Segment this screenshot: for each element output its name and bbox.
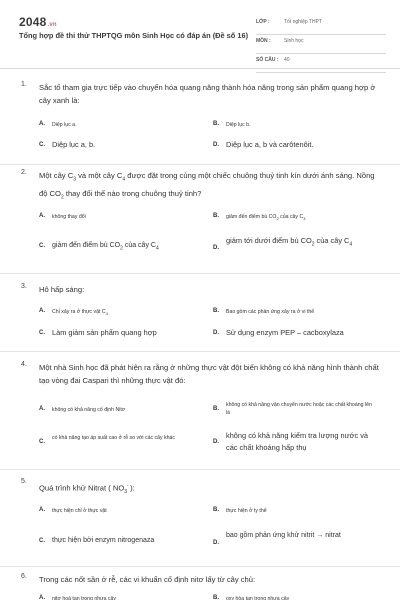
- option-text: thực hiện ở ty thể: [226, 508, 267, 514]
- option-text: Chỉ xảy ra ở thực vật $C_4$: [52, 309, 108, 317]
- option-letter: C.: [39, 142, 45, 148]
- option-text: giảm đến điểm bù $CO_2$ của cây $C_3$: [226, 214, 306, 222]
- question-number: 6.: [21, 573, 27, 580]
- option-letter: C.: [39, 538, 45, 544]
- question-6: [0, 573, 400, 600]
- question-1: [0, 81, 400, 171]
- option-letter: A.: [39, 595, 45, 600]
- option-letter: D.: [213, 540, 219, 546]
- option-letter: D.: [213, 330, 219, 336]
- question-4: [0, 361, 400, 471]
- question-text: Hô hấp sáng:: [39, 285, 85, 294]
- meta-count-key: SỐ CÂU :: [256, 57, 279, 63]
- option-text: có khả năng tạo áp suất cao ở rễ so với các cây khác: [52, 435, 176, 441]
- option-text: bao gồm phản ứng khử nitrit → nitrat: [226, 532, 341, 539]
- option-text: Diệp lục a, b và carôtenôit.: [226, 140, 314, 149]
- site-logo[interactable]: [19, 15, 57, 29]
- option-letter: B.: [213, 121, 219, 127]
- question-divider: [0, 566, 400, 567]
- meta-class-key: LỚP :: [256, 19, 270, 25]
- option-text: Làm giảm sản phẩm quang hợp: [52, 328, 157, 337]
- option-letter: B.: [213, 308, 219, 314]
- option-text: không có khả năng kiểm tra lượng nước và các chất khoáng hấp thụ: [226, 431, 369, 452]
- question-divider: [0, 273, 400, 274]
- option-text: nitơ hoà tan trong nhựa cây: [52, 596, 116, 600]
- question-number: 5.: [21, 478, 27, 485]
- option-text: Diệp lục b.: [226, 122, 251, 128]
- meta-class: [256, 16, 386, 35]
- option-letter: B.: [213, 406, 219, 412]
- exam-meta: [256, 16, 386, 73]
- question-number: 4.: [21, 361, 27, 368]
- option-text: Diệp lục a.: [52, 122, 77, 128]
- question-number: 3.: [21, 283, 27, 290]
- question-divider: [0, 469, 400, 470]
- question-text: Một cây $C_3$ và một cây $C_4$ được đặt trong cùng một chiếc chuông thuỷ tinh kín dưới ánh sáng. Nồng độ $CO_2$ thay đổi thế nào trong chuông thuỷ tinh?: [39, 171, 375, 201]
- question-text: Một nhà Sinh học đã phát hiện ra rằng ở những thực vật đột biến không có khả năng hình thành chất tạo vòng đai Caspari thì những thực vật đó:: [39, 363, 379, 385]
- question-5: [0, 478, 400, 568]
- option-text: giảm đến điểm bù $CO_2$ của cây $C_4$: [52, 242, 159, 252]
- option-text: không thay đổi: [52, 214, 86, 220]
- option-letter: A.: [39, 121, 45, 127]
- option-letter: A.: [39, 507, 45, 513]
- header-divider: [0, 68, 400, 69]
- option-letter: C.: [39, 243, 45, 249]
- option-letter: D.: [213, 439, 219, 445]
- option-letter: D.: [213, 142, 219, 148]
- header: [0, 0, 400, 68]
- meta-subject-key: MÔN :: [256, 38, 271, 44]
- question-text: Sắc tố tham gia trực tiếp vào chuyển hóa quang năng thành hóa năng trong sản phẩm quang hợp ở cây xanh là:: [39, 83, 376, 105]
- question-text: Trong các nốt sần ở rễ, các vi khuẩn cố định nitơ lấy từ cây chủ:: [39, 575, 256, 584]
- option-letter: C.: [39, 439, 45, 445]
- logo-suffix: .vn: [47, 22, 57, 28]
- exam-title: Tổng hợp đề thi thử THPTQG môn Sinh Học có đáp án (Đề số 16): [19, 31, 249, 40]
- option-letter: B.: [213, 507, 219, 513]
- option-text: Sử dụng enzym PEP – cacboxylaza: [226, 328, 344, 337]
- option-letter: A.: [39, 213, 45, 219]
- meta-count: [256, 54, 386, 73]
- option-text: oxy hòa tan trong nhựa cây: [226, 596, 290, 600]
- option-text: Diệp lục a, b.: [52, 140, 96, 149]
- question-number: 2.: [21, 169, 27, 176]
- question-number: 1.: [21, 81, 27, 88]
- option-text: thực hiện chỉ ở thực vật: [52, 508, 107, 514]
- option-text: giảm tới dưới điểm bù $CO_2$ của cây $C_4$: [226, 236, 353, 248]
- meta-class-value: Tốt nghiệp THPT: [284, 19, 322, 25]
- option-letter: B.: [213, 595, 219, 600]
- question-divider: [0, 164, 400, 165]
- option-text: không có khả năng vận chuyển nước hoặc các chất khoáng lên lá: [226, 402, 372, 416]
- option-text: thực hiện bởi enzym nitrogenaza: [52, 537, 155, 544]
- option-letter: C.: [39, 330, 45, 336]
- meta-subject-value: Sinh học: [284, 38, 304, 44]
- question-3: [0, 283, 400, 353]
- question-divider: [0, 351, 400, 352]
- option-letter: A.: [39, 406, 45, 412]
- option-letter: A.: [39, 308, 45, 314]
- meta-count-value: 40: [284, 57, 290, 63]
- option-letter: D.: [213, 245, 219, 251]
- logo-text: 2048: [19, 15, 47, 29]
- question-2: [0, 169, 400, 274]
- option-letter: B.: [213, 213, 219, 219]
- option-text: không có khả năng cố định Nitơ: [52, 407, 126, 413]
- option-text: Bao gồm các phản ứng xảy ra ở vi thể: [226, 309, 315, 315]
- meta-subject: [256, 35, 386, 54]
- question-text: Quá trình khử Nitrat ( $NO_3^-$ ):: [39, 483, 135, 496]
